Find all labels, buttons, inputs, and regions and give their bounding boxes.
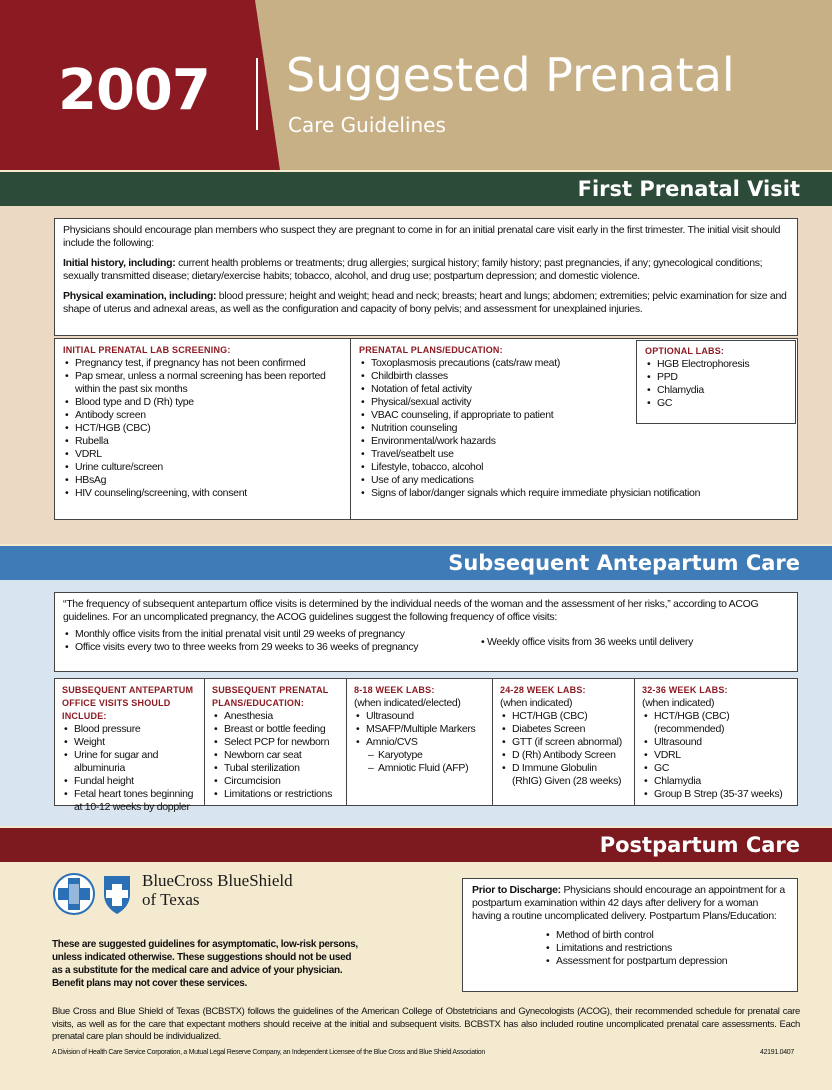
list-item: • Tubal sterilization [224,762,342,775]
discharge-lead: Prior to Discharge: [472,884,561,896]
frequency-right-text: Weekly office visits from 36 weeks until delivery [487,636,694,648]
list-item: • Fundal height [74,775,202,788]
initial-lab-title: INITIAL PRENATAL LAB SCREENING: [63,345,231,355]
list-item: • GTT (if screen abnormal) [512,736,628,749]
discharge-box [462,878,798,992]
labs-8-18-title: 8-18 WEEK LABS: [354,685,435,695]
list-item: • GC [654,762,796,775]
list-item: • Blood pressure [74,723,202,736]
list-item: • Limitations and restrictions [556,942,788,955]
list-item: • Circumcision [224,775,342,788]
discharge-body: Physicians should encourage an appointment for a postpartum examination within 42 days after delivery for a woman having a routine uncomplicated delivery. Postpartum Plans/Education: [472,884,785,922]
optional-labs-title: OPTIONAL LABS: [645,346,725,356]
list-item: • Newborn car seat [224,749,342,762]
office-visits-list [62,723,202,814]
list-item: • Office visits every two to three weeks from 29 weeks to 36 weeks of pregnancy [75,641,475,654]
initial-lab-list [63,357,343,500]
footer-division: A Division of Health Care Service Corporation, a Mutual Legal Reserve Company, an Independent Licensee of the Blue Cross and Blue Shield Association [52,1049,485,1056]
footer-code: 42191.0407 [760,1049,794,1056]
list-item: • Blood type and D (Rh) type [75,396,343,409]
column-divider [204,678,205,806]
list-item: • Chlamydia [657,384,787,397]
initial-history-lead: Initial history, including: [63,257,176,269]
first-visit-intro-box [54,218,798,336]
list-item: • Rubella [75,435,343,448]
list-item: • Pregnancy test, if pregnancy has not been confirmed [75,357,343,370]
brand-line-2: of Texas [142,890,200,909]
subsequent-plans-column [212,684,342,801]
list-item: • Lifestyle, tobacco, alcohol [371,461,789,474]
list-item: • Nutrition counseling [371,422,789,435]
column-divider [346,678,347,806]
discharge-text [472,884,788,923]
column-divider [634,678,635,806]
labs-8-18-list [354,710,490,749]
subsequent-intro: “The frequency of subsequent antepartum office visits is determined by the individual needs of the woman and the assessment of her risks,” according to ACOG guidelines. For an uncomplicated pregnancy, the ACOG guidelines suggest the following frequency of office visits: [63,598,759,623]
section-title-first-visit: First Prenatal Visit [0,172,832,206]
list-item: • Environmental/work hazards [371,435,789,448]
list-item: • Method of birth control [556,929,788,942]
list-item: – Karyotype [378,749,490,762]
page-title: Suggested Prenatal [286,48,735,102]
header-divider [256,58,258,130]
office-visits-column [62,684,202,814]
list-item: • HCT/HGB (CBC) (recommended) [654,710,796,736]
list-item: • GC [657,397,787,410]
initial-lab-box [54,338,352,520]
list-item: • Group B Strep (35-37 weeks) [654,788,796,801]
physical-exam-lead: Physical examination, including: [63,290,217,302]
optional-labs-list [645,358,787,410]
physical-exam-text: blood pressure; height and weight; head and neck; breasts; heart and lungs; abdomen; extremities; pelvic examination for size and shape of uterus and adnexal areas, as well as the configuration and capacity of bony pelvis; and assessment for unexplained injuries. [63,290,787,315]
list-item: • VDRL [654,749,796,762]
list-item: • Anesthesia [224,710,342,723]
list-item: • HIV counseling/screening, with consent [75,487,343,500]
list-item: • Assessment for postpartum depression [556,955,788,968]
list-item: • Signs of labor/danger signals which require immediate physician notification [371,487,789,500]
page-subtitle: Care Guidelines [288,113,446,137]
prenatal-plans-title: PRENATAL PLANS/EDUCATION: [359,345,503,355]
labs-32-36-list [642,710,796,801]
list-item: • D (Rh) Antibody Screen [512,749,628,762]
labs-8-18-sublist [354,749,490,775]
list-item: • Notation of fetal activity [371,383,789,396]
labs-24-28-note: (when indicated) [500,697,573,709]
list-item: • Pap smear, unless a normal screening has been reported within the past six months [75,370,343,396]
section-title-subsequent: Subsequent Antepartum Care [0,546,832,580]
bcbs-logo [52,870,142,918]
list-item: • Monthly office visits from the initial prenatal visit until 29 weeks of pregnancy [75,628,475,641]
list-item: • HGB Electrophoresis [657,358,787,371]
list-item: • Select PCP for newborn [224,736,342,749]
list-item: • PPD [657,371,787,384]
list-item: • HCT/HGB (CBC) [75,422,343,435]
postpartum-disclaimer: These are suggested guidelines for asymptomatic, low-risk persons, unless indicated otherwise. These suggestions should not be used as a substitute for the medical care and advice of your physician. Benefit plans may not cover these services. [52,939,358,989]
list-item: • HBsAg [75,474,343,487]
list-item: • MSAFP/Multiple Markers [366,723,490,736]
list-item: – Amniotic Fluid (AFP) [378,762,490,775]
list-item: • Chlamydia [654,775,796,788]
list-item: • Travel/seatbelt use [371,448,789,461]
labs-24-28-list [500,710,628,788]
column-divider [492,678,493,806]
subsequent-intro-box [54,592,798,672]
physical-exam [63,290,789,316]
cross-shield-icon [52,870,142,918]
labs-32-36-note: (when indicated) [642,697,715,709]
office-visits-title: SUBSEQUENT ANTEPARTUM OFFICE VISITS SHOULD INCLUDE: [62,685,194,721]
labs-32-36-column [642,684,796,801]
list-item: • Fetal heart tones beginning at 10-12 weeks by doppler [74,788,202,814]
list-item: • Diabetes Screen [512,723,628,736]
list-item: • Weight [74,736,202,749]
list-item: • Ultrasound [654,736,796,749]
list-item: • Ultrasound [366,710,490,723]
list-item: • VBAC counseling, if appropriate to patient [371,409,789,422]
section-title-postpartum: Postpartum Care [0,828,832,862]
year: 2007 [58,58,210,123]
bcbs-wordmark [142,871,293,909]
subsequent-plans-title: SUBSEQUENT PRENATAL PLANS/EDUCATION: [212,685,329,708]
initial-history [63,257,789,283]
labs-24-28-title: 24-28 WEEK LABS: [500,685,586,695]
list-item: • Use of any medications [371,474,789,487]
list-item: • Urine for sugar and albuminuria [74,749,202,775]
first-visit-intro: Physicians should encourage plan members who suspect they are pregnant to come in for an initial prenatal care visit early in the first trimester. The initial visit should include the following: [63,224,781,249]
list-item: • Antibody screen [75,409,343,422]
list-item: • Toxoplasmosis precautions (cats/raw meat) [371,357,789,370]
footer-paragraph: Blue Cross and Blue Shield of Texas (BCBSTX) follows the guidelines of the American College of Obstetricians and Gynecologists (ACOG), their recommended schedule for prenatal care visits, as well as for the care that expectant mothers should receive at the initial and subsequent visits. BCBSTX has also included routine uncomplicated prenatal care assessments. Each prenatal care plan should be individualized. [52,1006,800,1042]
list-item: • Childbirth classes [371,370,789,383]
list-item: • Limitations or restrictions [224,788,342,801]
list-item: • HCT/HGB (CBC) [512,710,628,723]
discharge-list [472,929,788,968]
labs-24-28-column [500,684,628,788]
list-item: • VDRL [75,448,343,461]
list-item: • Physical/sexual activity [371,396,789,409]
list-item: • D Immune Globulin (RhIG) Given (28 weeks) [512,762,628,788]
frequency-right: • Weekly office visits from 36 weeks until delivery [481,636,694,648]
list-item: • Breast or bottle feeding [224,723,342,736]
labs-8-18-column [354,684,490,775]
list-item: • Amnio/CVS [366,736,490,749]
frequency-list [63,628,475,654]
initial-history-text: current health problems or treatments; drug allergies; surgical history; family history; past pregnancies, if any; gynecological conditions; sexually transmitted disease; dietary/exercise habits; tobacco, alcohol, and drug use; postpartum depression; and domestic violence. [63,257,763,282]
optional-labs-box [636,340,796,424]
subsequent-plans-list [212,710,342,801]
labs-32-36-title: 32-36 WEEK LABS: [642,685,728,695]
list-item: • Urine culture/screen [75,461,343,474]
labs-8-18-note: (when indicated/elected) [354,697,461,709]
brand-line-1: BlueCross BlueShield [142,871,293,890]
